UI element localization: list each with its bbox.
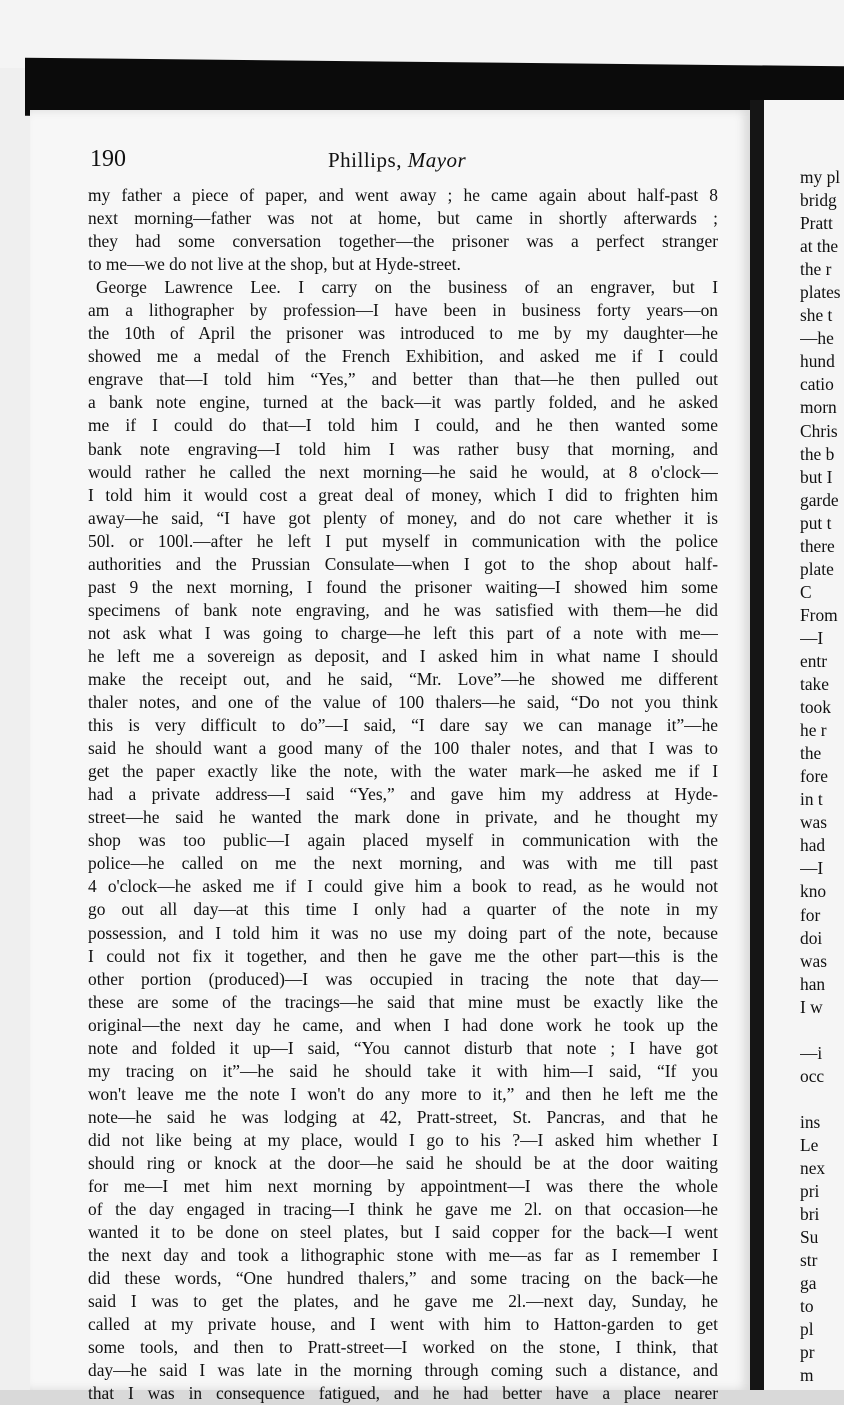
right-page-line-fragment: bri	[800, 1204, 820, 1225]
text-line: he left me a sovereign as deposit, and I asked him in what name I should	[88, 645, 718, 666]
right-page-line-fragment: was	[800, 812, 828, 833]
right-page-line-fragment: pr	[800, 1342, 815, 1363]
text-line: showed me a medal of the French Exhibition, and asked me if I could	[88, 346, 718, 367]
text-line: did these words, “One hundred thalers,” and some tracing on the back—he	[88, 1268, 718, 1289]
right-page-line-fragment: plates	[800, 282, 841, 303]
text-line: day—he said I was late in the morning through coming such a distance, and	[88, 1360, 718, 1381]
text-line: possession, and I told him it was no use my doing part of the note, because	[88, 922, 718, 943]
text-line: police—he called on me the next morning, and was with me till past	[88, 853, 718, 874]
text-line: next morning—father was not at home, but came in shortly afterwards ;	[88, 208, 718, 229]
right-page-line-fragment	[800, 1088, 844, 1111]
page-header	[90, 146, 720, 176]
text-line: not ask what I was going to charge—he left this part of a note with me—	[88, 622, 718, 643]
right-page-line-fragment: to	[800, 1296, 814, 1317]
text-line: original—the next day he came, and when I had done work he took up the	[88, 1014, 718, 1035]
right-page-line-fragment: the b	[800, 443, 835, 464]
right-page-line-fragment: morn	[800, 397, 837, 418]
right-page-line-fragment: —i	[800, 1042, 823, 1063]
text-line: to me—we do not live at the shop, but at Hyde-street.	[88, 254, 461, 275]
right-page-line-fragment: pl	[800, 1319, 814, 1340]
text-line: said I was to get the plates, and he gave me 2l.—next day, Sunday, he	[88, 1291, 718, 1312]
right-page-line-fragment: bridg	[800, 190, 837, 211]
text-line: get the paper exactly like the note, with the water mark—he asked me if I	[88, 761, 718, 782]
right-page-line-fragment: —I	[800, 627, 824, 648]
text-line: thaler notes, and one of the value of 100 thalers—he said, “Do not you think	[88, 692, 718, 713]
text-line: George Lawrence Lee. I carry on the business of an engraver, but I	[96, 277, 718, 298]
right-page-line-fragment: fore	[800, 766, 828, 787]
right-page-line-fragment: but I	[800, 466, 833, 487]
running-head-name: Phillips,	[328, 148, 402, 172]
text-line: these are some of the tracings—he said that mine must be exactly like the	[88, 991, 718, 1012]
text-line: said he should want a good many of the 100 thaler notes, and that I was to	[88, 738, 718, 759]
text-line: 4 o'clock—he asked me if I could give him a book to read, as he would not	[88, 876, 718, 897]
right-page-line-fragment: —he	[800, 328, 834, 349]
right-page-line-fragment: catio	[800, 374, 834, 395]
text-line: my father a piece of paper, and went away ; he came again about half-past 8	[88, 185, 718, 205]
right-page-line-fragment: was	[800, 950, 828, 971]
text-line: a bank note engine, turned at the back—it was partly folded, and he asked	[88, 392, 718, 413]
right-page-line-fragment	[800, 1019, 844, 1042]
right-page-line-fragment: From	[800, 604, 838, 625]
text-line: authorities and the Prussian Consulate—when I got to the shop about half-	[88, 553, 718, 574]
right-page-line-fragment: entr	[800, 650, 828, 671]
text-line: I told him it would cost a great deal of money, which I did to frighten him	[88, 484, 718, 505]
right-page-line-fragment: Su	[800, 1227, 819, 1248]
right-page-line-fragment: C	[800, 581, 812, 602]
page-number: 190	[90, 146, 126, 172]
text-line: called at my private house, and I went with him to Hatton-garden to get	[88, 1314, 718, 1335]
text-line: wanted it to be done on steel plates, but I said copper for the back—I went	[88, 1222, 718, 1243]
text-line: am a lithographer by profession—I have been in business forty years—on	[88, 300, 718, 321]
right-page-line-fragment: I w	[800, 996, 823, 1017]
right-page-line-fragment: str	[800, 1250, 818, 1271]
text-line: note and folded it up—I said, “You cannot disturb that note ; I have got	[88, 1037, 718, 1058]
text-line: should ring or knock at the door—he said he should be at the door waiting	[88, 1152, 718, 1173]
text-line: this is very difficult to do”—I said, “I dare say we can manage it”—he	[88, 715, 718, 736]
text-line: make the receipt out, and he said, “Mr. Love”—he showed me different	[88, 668, 718, 689]
right-page-line-fragment: she t	[800, 305, 833, 326]
right-page-line-fragment: ga	[800, 1273, 817, 1294]
right-page-line-fragment: there	[800, 535, 835, 556]
text-line: bank note engraving—I told him I was rather busy that morning, and	[88, 438, 718, 459]
text-line: past 9 the next morning, I found the prisoner waiting—I showed him some	[88, 576, 718, 597]
text-line: 50l. or 100l.—after he left I put myself in communication with the police	[88, 530, 718, 551]
text-line: did not like being at my place, would I go to his ?—I asked him whether I	[88, 1129, 718, 1150]
right-page-line-fragment: garde	[800, 489, 839, 510]
text-line: my tracing on it”—he said he should take it with him—I said, “If you	[88, 1060, 718, 1081]
text-line: the 10th of April the prisoner was introduced to me by my daughter—he	[88, 323, 718, 344]
text-line: I could not fix it together, and then he gave me the other part—this is the	[88, 945, 718, 966]
text-line: me if I could do that—I told him I could, and he then wanted some	[88, 415, 718, 436]
right-page-line-fragment: he r	[800, 720, 827, 741]
right-page-line-fragment: at the	[800, 236, 839, 257]
text-line: shop was too public—I again placed myself in communication with the	[88, 830, 718, 851]
right-page-line-fragment: plate	[800, 558, 834, 579]
right-page-line-fragment: take	[800, 674, 829, 695]
text-line: go out all day—at this time I only had a quarter of the note in my	[88, 899, 718, 920]
right-page-line-fragment: —I	[800, 858, 824, 879]
running-head-title: Mayor	[407, 148, 467, 172]
text-line: engrave that—I told him “Yes,” and better than that—he then pulled out	[88, 369, 718, 390]
right-page-line-fragment: Chris	[800, 420, 838, 441]
right-page-line-fragment: occ	[800, 1065, 825, 1086]
text-line: for me—I met him next morning by appointment—I was there the whole	[88, 1176, 718, 1197]
text-line: had a private address—I said “Yes,” and gave him my address at Hyde-	[88, 784, 718, 805]
text-line: specimens of bank note engraving, and he was satisfied with them—he did	[88, 599, 718, 620]
right-page-line-fragment: hund	[800, 351, 835, 372]
right-page-line-fragment: han	[800, 973, 826, 994]
text-line: they had some conversation together—the prisoner was a perfect stranger	[88, 231, 718, 252]
right-page-line-fragment: in t	[800, 789, 823, 810]
right-page-line-fragment: put t	[800, 512, 832, 533]
text-line: that I was in consequence fatigued, and he had better have a place nearer	[88, 1383, 718, 1404]
text-line: the next day and took a lithographic stone with me—as far as I remember I	[88, 1245, 718, 1266]
text-line: other portion (produced)—I was occupied in tracing the note that day—	[88, 968, 718, 989]
right-page-line-fragment: Pratt	[800, 213, 833, 234]
right-page-line-fragment: kno	[800, 881, 827, 902]
right-page-line-fragment: my pl	[800, 167, 841, 187]
page-body-text	[88, 184, 718, 1405]
right-page-line-fragment: doi	[800, 927, 823, 948]
right-page-line-fragment: the	[800, 743, 822, 764]
right-page-line-fragment: Le	[800, 1134, 819, 1155]
text-line: of the day engaged in tracing—I think he gave me 2l. on that occasion—he	[88, 1199, 718, 1220]
right-page-line-fragment: took	[800, 697, 831, 718]
right-page-text-fragments	[800, 166, 844, 1387]
text-line: away—he said, “I have got plenty of money, and do not care whether it is	[88, 507, 718, 528]
running-head	[328, 148, 466, 173]
right-page-line-fragment: had	[800, 835, 826, 856]
right-page-line-fragment: ins	[800, 1111, 821, 1132]
right-page-line-fragment: m	[800, 1365, 814, 1386]
right-page-line-fragment: pri	[800, 1181, 820, 1202]
text-line: street—he said he wanted the mark done in private, and he thought my	[88, 807, 718, 828]
text-line: would rather he called the next morning—he said he would, at 8 o'clock—	[88, 461, 718, 482]
text-line: some tools, and then to Pratt-street—I worked on the stone, I think, that	[88, 1337, 718, 1358]
book-gutter	[750, 100, 764, 1390]
text-line: won't leave me the note I won't do any more to it,” and then he left me the	[88, 1083, 718, 1104]
text-line: note—he said he was lodging at 42, Pratt-street, St. Pancras, and that he	[88, 1106, 718, 1127]
right-page-line-fragment: for	[800, 904, 821, 925]
right-page-line-fragment: nex	[800, 1158, 826, 1179]
right-page-line-fragment: the r	[800, 259, 832, 280]
